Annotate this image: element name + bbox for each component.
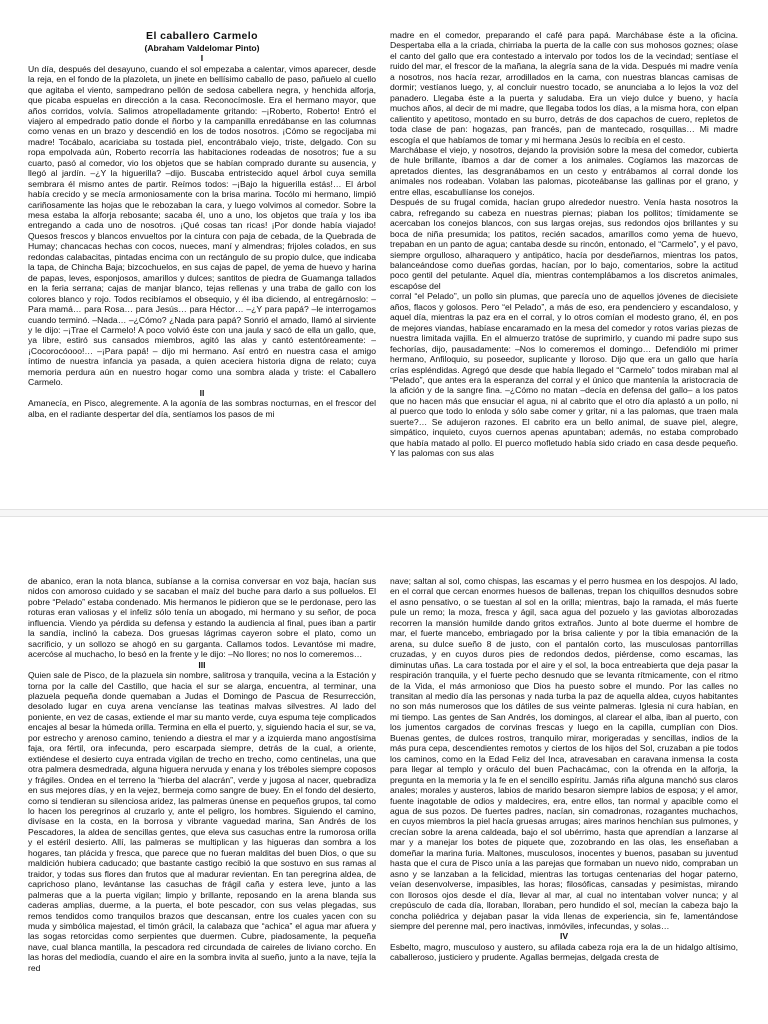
section-heading-ii: II bbox=[199, 387, 205, 398]
paragraph: Después de su frugal comida, hacían grupo alrededor nuestro. Venía hasta nosotros la cabra, refregando su cabeza en nuestras piernas; piaban los pollitos; tímidamente se acercaban los conejos blancos, con sus largas orejas, sus redondos ojos brillantes y su boca de niña presumida; los patitos, recién sacados, amarillos como yema de huevo, trepaban en un panto de agua; cantaba desde su rincón, entonado, el “Carmelo”, y el pavo, siempre orgulloso, alharaquero y antipático, hacía por desdeñarnos, mientras los patos, balanceándose como dueñas gordas, hacían, por lo bajo, comentarios, sobre la actitud poco gentil del petulante. Aquel día, mientras contemplábamos a los discretos animales, escapóse del bbox=[390, 197, 738, 291]
paragraph: Un día, después del desayuno, cuando el sol empezaba a calentar, vimos aparecer, desde la reja, en el fondo de la plazoleta, un jinete en bellísimo caballo de paso, pañuelo al cuello que agitaba el viento, sampedrano pellón de sedosa cabellera negra, y henchida alforja, que picaba espuelas en dirección a la casa. Reconocímosle. Era el hermano mayor, que años corridos, volvía. Salimos atropelladamente gritando: –¡Roberto, Roberto! Entró el viajero al empedrado patio donde el ñorbo y la campanilla enredábanse en las columnas como venas en un brazo y descendió en los de todos nosotros. ¡Cómo se regocijaba mi madre! Tocábalo, acariciaba su tostada piel, encontrábalo viejo, triste, delgado. Con su ropa empolvada aún, Roberto recorría las habitaciones rodeadas de nosotros; fue a su cuarto, pasó al comedor, vio los objetos que se habían comprado durante su ausencia, y llegó al jardín. –¿Y la higuerilla? –dijo. Buscaba entristecido aquel árbol cuya semilla sembrara él mismo antes de partir. Reímos todos: –¡Bajo la higuerilla estás!… El árbol había crecido y se mecía armoniosamente con la brisa marina. Tocólo mi hermano, limpió cariñosamente las hojas que le rebozaban la cara, y luego volvimos al comedor. Sobre la mesa estaba la alforja rebosante; sacaba él, uno a uno, los objetos que traía y los iba entregando a cada uno de nosotros. ¡Qué cosas tan ricas! ¡Por donde había viajado! Quesos frescos y blancos envueltos por la cintura con paja de cebada, de la Quebrada de Humay; chancacas hechas con cocos, nueces, maní y almendras; frijoles colados, en sus redondas calabacitas, pintadas encima con un rectángulo de su propio dulce, que indicaba la tapa, de Chincha Baja; bizcochuelos, en sus cajas de papel, de yema de huevo y harina de papas, leves, esponjosos, amarillos y dulces; santitos de piedra de Guamanga tallados en la feria serrana; cajas de manjar blanco, tejas rellenas y una traba de gallo con los colores blanco y rojo. Todos recibíamos el obsequio, y él iba diciendo, al entregárnoslo: –Para mamá… para Rosa… para Jesús… para Héctor… –¿Y para papá? –le interrogamos cuando terminó. –Nada… –¿Cómo? ¿Nada para papá? Sonrió el amado, llamó al sirviente y le dijo: –¡Trae el Carmelo! A poco volvió éste con una jaula y sacó de ella un gallo, que, ya libre, estiró sus cansados miembros, agitó las alas y cantó estentóreamente: –¡Cocorocóooo!… –¡Para papá! – dijo mi hermano. Así entró en nuestra casa el amigo íntimo de nuestra infancia ya pasada, a quien aceciera historia digna de relato; cuya memoria perdura aún en nuestro hogar como una sombra alada y triste: el Caballero Carmelo. bbox=[28, 63, 376, 388]
paragraph: Quien sale de Pisco, de la plazuela sin nombre, salitrosa y tranquila, vecina a la Estación y torna por la calle del Castillo, que hacia el sur se alarga, encuentra, al terminar, una plazuela pequeña donde quemaban a Judas el Domingo de Pascua de Resurrección, desolado lugar en cuya arena vencíanse las teatinas malvas silvestres. Al lado del poniente, en vez de casas, extiende el mar su manto verde, cuya espuma teje complicados encajes al besar la húmeda orilla. Termina en ella el puerto, y, siguiendo hacia el sur, se va, por estrecho y arenoso camino, teniendo a diestra el mar y a izquierda mano angostísima faja, ora fértil, ora infecunda, pero escarpada siempre, detrás de la cual, a oriente, extiéndese el desierto cuya entrada vigilan de trecho en trecho, como centinelas, una que otra palmera desmedrada, alguna higuera nervuda y enana y los tréboles siempre coposos y frágiles. Ondea en el terreno la “hierba del alacrán”, verde y jugosa al nacer, quebradiza en sus mejores días, y en la vejez, bermeja como sangre de buey. En el fondo del desierto, como si tendieran su silenciosa aridez, las palmeras únense en pequeños grupos, tal como lo hacen los peregrinos al cruzarlo y, ante el peligro, los hombres. Siguiendo el camino, divísase en la costa, en la borrosa y vibrante vaguedad marina, San Andrés de los Pescadores, la aldea de sencillas gentes, que eleva sus casuchas entre la rumorosa orilla y el estéril desierto. Allí, las palmeras se multiplican y las higueras dan sombra a los hogares, tan plácida y fresca, que parece que no fueran malditas del buen Dios, o que su maldición hubiera caducado; que bastante castigo recibió la que sostuvo en sus ramas al traidor, y todas sus flores dan frutos que al madurar revientan. En tan peregrina aldea, de caprichoso plano, levántanse las casuchas de frágil caña y estera leve, junto a las palmeras que a la puerta vigilan; limpio y brillante, reposando en la arena blanda sus caderas amplias, duerme, a la puerta, el bote pescador, con sus velas plegadas, sus remos tendidos como tranquilos brazos que descansan, entre los cuales yacen con su muda y simbólica majestad, el timón grácil, la calabaza que “achica” el agua mar afuera y las sogas retorcidas como serpientes que duermen. Cubre, piadosamente, la pequeña nave, cual blanca mantilla, la pescadora red circundada de caireles de liviano corcho. En las horas del mediodía, cuando el aire en la sombra invita al sueño, junto a la nave, tejía la red bbox=[28, 670, 376, 973]
paragraph: corral “el Pelado”, un pollo sin plumas, que parecía uno de aquellos jóvenes de diecisiete años, flacos y golosos. Pero “el Pelado”, a más de eso, era pendenciero y escandaloso, y aquel día, mientras la paz era en el corral, y lo otros comían el modesto grano, él, en pos de mejores viandas, habíase encaramado en la mesa del comedor y rotos varias piezas de nuestra limitada vajilla. En el almuerzo tratóse de suprimirlo, y cuando mi padre supo sus fechorías, dijo, pausadamente: –Nos lo comeremos el domingo… Defendiólo mi primer hermano, Anfiloquio, su poseedor, suplicante y lloroso. Dijo que era un gallo que haría crías espléndidas. Agregó que desde que había llegado el “Carmelo” todos miraban mal al “Pelado”, que antes era la esperanza del corral y el único que mantenía la aristocracia de la afición y de la sangre fina. –¿Cómo no matan –decía en defensa del gallo– a los patos que no hacen más que ensuciar el agua, ni al cabrito que el otro día aplastó a un pollo, ni al puerco que todo lo enloda y sólo sabe comer y gritar, ni a las palomas, que traen mala suerte?… Se adujeron razones. El cabrito era un bello animal, de suave piel, alegre, simpático, inquieto, cuyos cuernos apenas apuntaban; además, no estaba comprobado que había matado al pollo. El puerco mofletudo había sido criado en casa desde pequeño. Y las palomas con sus alas bbox=[390, 291, 738, 459]
page-2-right-column bbox=[390, 576, 738, 1024]
page-1-left-column bbox=[28, 30, 376, 512]
author-line: (Abraham Valdelomar Pinto) bbox=[144, 42, 260, 53]
page-1-right-column bbox=[390, 30, 738, 512]
paragraph: Marchábase el viejo, y nosotros, dejando la provisión sobre la mesa del comedor, cubierta de hule brillante, íbamos a dar de comer a los animales. Cogíamos las mazorcas de apretados dientes, las desgranábamos en un cesto y entrábamos al corral donde los animales nos rodeaban. Volaban las palomas, picoteábanse las gallinas por el grano, y entre ellas, escabullíanse los conejos. bbox=[390, 144, 738, 197]
paragraph: nave; saltan al sol, como chispas, las escamas y el perro husmea en los despojos. Al lado, en el corral que cercan enormes huesos de ballenas, trepan los chiquillos desnudos sobre el asno pensativo, o se tuestan al sol en la orilla; mientras, bajo la ramada, el más fuerte pule un remo; la moza, fresca y ágil, saca agua del pozuelo y las gaviotas alborozadas recorren la mansión humilde dando gritos extraños. Junto al bote duerme el hombre de mar, el fuerte mancebo, embriagado por la brisa caliente y por la tibia emanación de la arena, su dulce sueño 8 de justo, con el pantalón corto, las musculosas pantorrillas cruzadas, y en cuyos duros pies de redondos dedos, piérdense, como escamas, las diminutas uñas. La cara tostada por el aire y el sol, la boca entreabierta que deja pasar la respiración tranquila, y el fuerte pecho desnudo que se levanta rítmicamente, con el ritmo de la Vida, el más armonioso que Dios ha puesto sobre el mundo. Por las calles no transitan al medio día las personas y nada turba la paz de aquella aldea, cuyos habitantes no son más numerosos que los dátiles de sus veinte palmeras. Iglesia ni cura habían, en mi tiempo. Las gentes de San Andrés, los domingos, al clarear el alba, iban al puerto, con los jumentos cargados de corvinas frescas y luego en la capilla, cumplían con Dios. Buenas gentes, de dulces rostros, tranquilo mirar, morigeradas y sencillas, indios de la más pura cepa, descendientes remotos y ciertos de los hijos del Sol, cruzaban a pie todos los caminos, como en la Edad Feliz del Inca, atravesaban en caravana inmensa la costa para llegar al templo y oráculo del buen Pachacámac, con la ofrenda en la alforja, la pregunta en la memoria y la fe en el sencillo espíritu. Jamás riña alguna manchó sus claros anales; morales y austeros, labios de marido besaron siempre labios de esposa; y el amor, fuente inagotable de odios y maldecires, era, entre ellos, tan normal y apacible como el agua de sus pozos. De fuertes padres, nacían, sin comadronas, rozagantes muchachos, en cuyos miembros la piel hacía gruesas arrugas; aires marinos henchían sus pulmones, y crecían sobre la arena caldeada, bajo el sol ubérrimo, hasta que aprendían a lanzarse al mar y a manejar los botes de piquete que, zozobrando en las olas, les enseñaban a domeñar la marina furia. Maltones, musculosos, inocentes y buenos, pasaban su juventud hasta que el cura de Pisco unía a las parejas que formaban un nuevo nido, compraban un asno y se lanzaban a la felicidad, mientras las tortugas centenarias del hogar paterno, veían desenvolverse, impasibles, las horas; filosóficas, cansadas y pesimistas, mirando con llorosos ojos desde el día, llevar al mar, al cual no intentaban volver nunca; y al crepúsculo de cada día, lloraban, lloraban, pero hundido el sol, mecían la cabeza bajo la concha poliédrica y dejaban pasar la vida llenas de experiencia, sin fe, lamentándose siempre del perenne mal, pero inactivas, inmóviles, infecundas, y solas… bbox=[390, 576, 738, 931]
paragraph: madre en el comedor, preparando el café para papá. Marchábase éste a la oficina. Despertaba ella a la criada, chirriaba la puerta de la calle con sus mohosos goznes; oíase el canto del gallo que era contestado a intervalo por todos los de la vecindad; sentíase el ruido del mar, el frescor de la mañana, la alegría sana de la vida. Después mi madre venía a nosotros, nos hacía rezar, arrodillados en la cama, con nuestras blancas camisas de dormir; vestíanos luego, y, al concluir nuestro tocado, se anunciaba a lo lejos la voz del panadero. Llegaba éste a la puerta y saludaba. Era un viejo dulce y bueno, y hacía muchos años, al decir de mi madre, que llegaba todos los días, a la misma hora, con elpan calientito y apetitoso, montado en su burro, detrás de dos capachos de cuero, repletos de toda clase de pan: hogazas, pan francés, pan de mantecado, rosquillas… Mi madre escogía el que habíamos de tomar y mi hermana Jesús lo recibía en el cesto. bbox=[390, 30, 738, 145]
paragraph: Amanecía, en Pisco, alegremente. A la agonía de las sombras nocturnas, en el frescor del alba, en el radiante despertar del día, sentíamos los pasos de mi bbox=[28, 398, 376, 419]
page-2-left-column bbox=[28, 576, 376, 1024]
paragraph: Esbelto, magro, musculoso y austero, su afilada cabeza roja era la de un hidalgo altísimo, caballeroso, justiciero y prudente. Agallas bermejas, delgada cresta de bbox=[390, 941, 738, 963]
story-title: El caballero Carmelo bbox=[146, 30, 258, 42]
section-heading-iv: IV bbox=[559, 931, 569, 942]
paragraph: de abanico, eran la nota blanca, subíanse a la cornisa conversar en voz baja, hacían sus nidos con amoroso cuidado y se sacaban el maíz del buche para darlo a sus polluelos. El pobre “Pelado” estaba condenado. Mis hermanos le pidieron que se le perdonase, pero las roturas eran valiosas y el infeliz sólo tenía un abogado, mi hermano y su señor, de poca influencia. Viendo ya pérdida su defensa y estando la audiencia al final, pues iban a partir la sandía, inclinó la cabeza. Dos gruesas lágrimas cayeron sobre el plato, como un sacrificio, y un sollozo se ahogó en su garganta. Callamos todos. Levantóse mi madre, acercóse al muchacho, lo besó en la frente y le dijo: –No llores; no nos lo comeremos… bbox=[28, 576, 376, 660]
section-heading-i: I bbox=[200, 53, 204, 64]
page-2 bbox=[0, 512, 768, 1024]
section-heading-iii: III bbox=[198, 659, 206, 670]
